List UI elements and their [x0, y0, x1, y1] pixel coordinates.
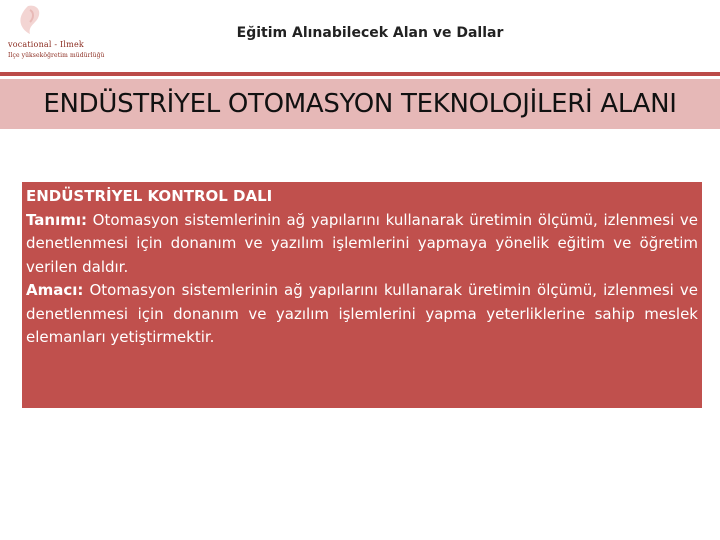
header-title: Eğitim Alınabilecek Alan ve Dallar [236, 25, 504, 41]
logo-text: vocational - Ilmek [8, 40, 84, 49]
purpose-paragraph [26, 279, 698, 350]
page-title: ENDÜSTRİYEL OTOMASYON TEKNOLOJİLERİ ALANI [43, 89, 677, 119]
definition-paragraph [26, 209, 698, 280]
branch-title: ENDÜSTRİYEL KONTROL DALI [26, 187, 273, 205]
content-box [22, 182, 702, 408]
header-divider [0, 72, 720, 76]
logo-subtext: Ilçe yükseköğretim müdürlüğü [8, 52, 105, 59]
definition-label: Tanımı: [26, 210, 88, 229]
purpose-label: Amacı: [26, 281, 84, 299]
definition-text: Otomasyon sistemlerinin ağ yapılarını kullanarak üretimin ölçümü, izlenmesi ve denetlenmesi için donanım ve yazılım işlemlerini yapmaya yönelik eğitim ve öğretim verilen daldır. [26, 210, 698, 276]
purpose-text: Otomasyon sistemlerinin ağ yapılarını kullanarak üretimin ölçümü, izlenmesi ve denetlenmesi için donanım ve yazılım işlemlerini yapma yeterliklerine sahip meslek elemanları yetiştirmektir. [26, 281, 698, 346]
title-banner [0, 79, 720, 129]
logo-icon [8, 2, 48, 38]
